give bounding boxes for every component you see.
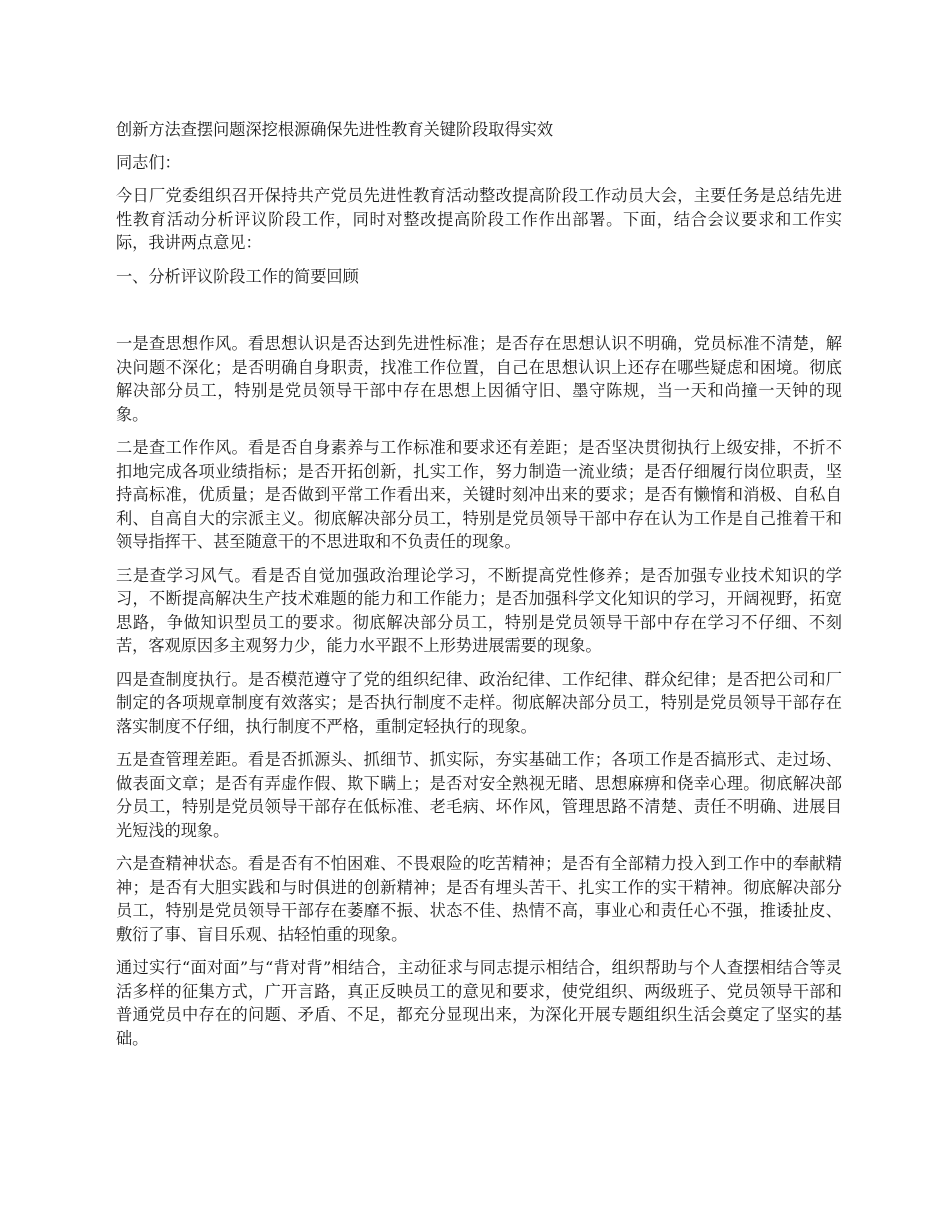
document-page xyxy=(116,118,842,1060)
document-title: 创新方法查摆问题深挖根源确保先进性教育关键阶段取得实效 xyxy=(116,120,554,139)
intro-paragraph: 今日厂党委组织召开保持共产党员先进性教育活动整改提高阶段工作动员大会，主要任务是总结先进性教育活动分析评议阶段工作，同时对整改提高阶段工作作出部署。下面，结合会议要求和工作实际，我讲两点意见： xyxy=(116,186,842,252)
paragraph-rule-execution: 四是查制度执行。是否模范遵守了党的组织纪律、政治纪律、工作纪律、群众纪律；是否把公司和厂制定的各项规章制度有效落实；是否执行制度不走样。彻底解决部分员工，特别是党员领导干部存在落实制度不仔细，执行制度不严格，重制定轻执行的现象。 xyxy=(116,669,842,736)
paragraph-summary: 通过实行“面对面”与“背对背”相结合，主动征求与同志提示相结合，组织帮助与个人查摆相结合等灵活多样的征集方式，广开言路，真正反映员工的意见和要求，使党组织、两级班子、党员领导干部和普通党员中存在的问题、矛盾、不足，都充分显现出来，为深化开展专题组织生活会奠定了坚实的基础。 xyxy=(116,958,842,1048)
greeting: 同志们： xyxy=(116,152,181,172)
paragraph-management-gap: 五是查管理差距。看是否抓源头、抓细节、抓实际，夯实基础工作；各项工作是否搞形式、走过场、做表面文章；是否有弄虚作假、欺下瞒上；是否对安全熟视无睹、思想麻痹和侥幸心理。彻底解决部分员工，特别是党员领导干部存在低标准、老毛病、坏作风，管理思路不清楚、责任不明确、进展目光短浅的现象。 xyxy=(116,750,842,840)
section-heading: 一、分析评议阶段工作的简要回顾 xyxy=(116,266,359,286)
paragraph-thought-style: 一是查思想作风。看思想认识是否达到先进性标准；是否存在思想认识不明确，党员标准不清楚，解决问题不深化；是否明确自身职责，找准工作位置，自己在思想认识上还存在哪些疑虑和困境。彻底解决部分员工，特别是党员领导干部中存在思想上因循守旧、墨守陈规，当一天和尚撞一天钟的现象。 xyxy=(116,334,842,424)
paragraph-work-style: 二是查工作作风。看是否自身素养与工作标准和要求还有差距；是否坚决贯彻执行上级安排，不折不扣地完成各项业绩指标；是否开拓创新，扎实工作，努力制造一流业绩；是否仔细履行岗位职责，坚持高标准，优质量；是否做到平常工作看出来，关键时刻冲出来的要求；是否有懒惰和消极、自私自利、自高自大的宗派主义。彻底解决部分员工，特别是党员领导干部中存在认为工作是自己推着干和领导指挥干、甚至随意干的不思进取和不负责任的现象。 xyxy=(116,438,842,551)
paragraph-spirit-state: 六是查精神状态。看是否有不怕困难、不畏艰险的吃苦精神；是否有全部精力投入到工作中的奉献精神；是否有大胆实践和与时俱进的创新精神；是否有埋头苦干、扎实工作的实干精神。彻底解决部分员工，特别是党员领导干部存在萎靡不振、状态不佳、热情不高，事业心和责任心不强，推诿扯皮、敷衍了事、盲目乐观、拈轻怕重的现象。 xyxy=(116,854,842,944)
paragraph-study-style: 三是查学习风气。看是否自觉加强政治理论学习，不断提高党性修养；是否加强专业技术知识的学习，不断提高解决生产技术难题的能力和工作能力；是否加强科学文化知识的学习，开阔视野，拓宽思路，争做知识型员工的要求。彻底解决部分员工，特别是党员领导干部中存在学习不仔细、不刻苦，客观原因多主观努力少，能力水平跟不上形势进展需要的现象。 xyxy=(116,565,842,655)
